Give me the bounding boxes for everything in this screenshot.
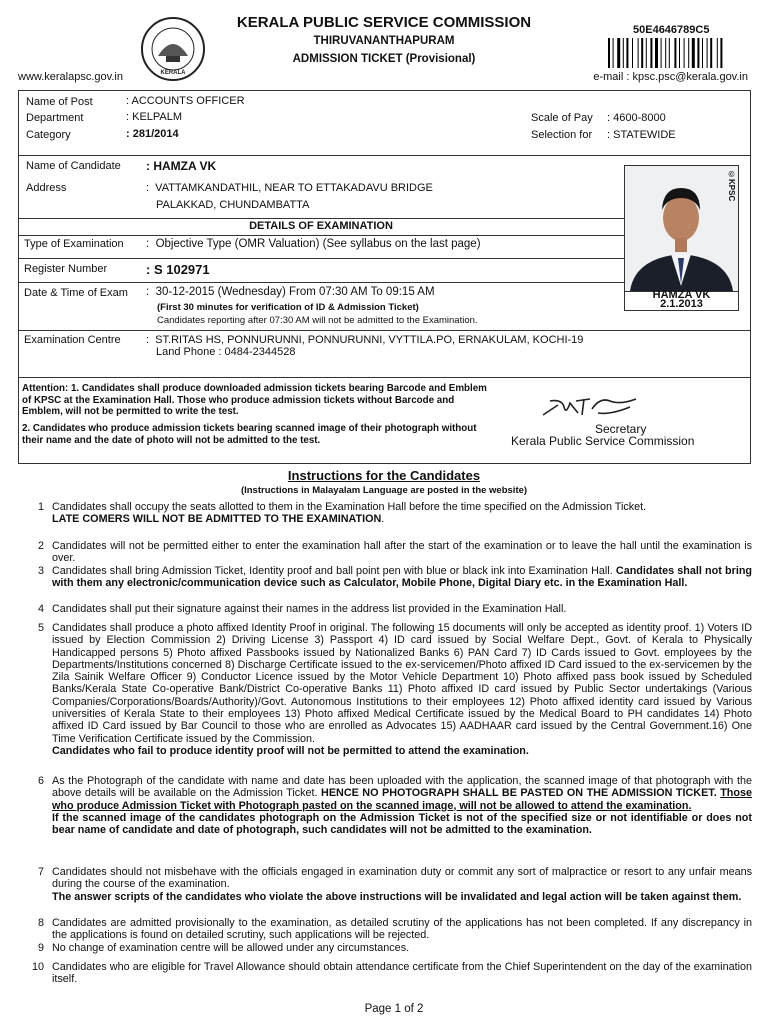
instructions-subtitle: (Instructions in Malayalam Language are posted in the website) xyxy=(240,485,528,496)
department-label: Department xyxy=(26,112,84,124)
instruction-emphasis: The answer scripts of the candidates who violate the above instructions will be invalidated and legal action will be taken against them. xyxy=(52,890,742,903)
secretary-title: Secretary xyxy=(595,422,647,436)
page-title: KERALA PUBLIC SERVICE COMMISSION xyxy=(236,14,532,31)
candidate-name-label: Name of Candidate xyxy=(26,160,121,172)
instruction-text: As the Photograph of the candidate with name and date has been uploaded with the application, the scanned image of that photograph with the above details will be available on the Admission Ticket. xyxy=(52,775,752,800)
exam-datetime: 30-12-2015 (Wednesday) From 07:30 AM To 09:15 AM xyxy=(155,286,435,298)
centre-label: Examination Centre xyxy=(24,334,121,346)
instruction-text: Candidates shall produce a photo affixed Identity Proof in original. The following 15 documents will only be accepted as identity proof. 1) Voters ID issued by Election Commission 2) Driving License 3) Passport 4) ID card issued by Social Welfare Dept., Govt. of Kerala to Physically Handicapped persons 5) Photo affixed Passbooks issued by Nationalized Banks 6) PAN Card 7) ID Cards issued to Govt. employees by the Departments/Institutions concerned 8) Discharge Certificate issued to the ex-servicemen/Photo affixed ID Card issued to the ex-servicemen by the Zila Sainik Welfare Officer 9) Conductor Licence issued by the Motor Vehicle Department 10) Photo affixed pass book issued by Scheduled Banks/Kerala State Co-operative Bank/District Co-operative Banks 11) Photo affixed ID card issued by Public Sector undertakings (Various Companies/Corporations/Boards/Authority)/Govt. Autonomous Institutions to their employees 12) Photo affixed identity card issued by Various universities of Kerala State to their employees 13) Photo affixed Medical Certificate issued by the Medical Board to PH candidates 14) Photo affixed ID Card issued by Bar Council to those who are enrolled as Advocates 15) AADHAAR card issued by the Central Government.16) One Time Verification Certificate issued by the Commission. xyxy=(52,622,752,745)
instruction-text: Candidates shall bring Admission Ticket, Identity proof and ball point pen with blue or black ink into Examination Hall. xyxy=(52,565,613,577)
person-photo-icon xyxy=(625,166,738,291)
post-value: : ACCOUNTS OFFICER xyxy=(126,95,245,107)
exam-type-value: : Objective Type (OMR Valuation) (See syllabus on the last page) xyxy=(146,238,481,250)
category-label: Category xyxy=(26,129,71,141)
divider xyxy=(18,258,624,259)
secretary-signature-icon xyxy=(540,393,640,423)
address-line-1: VATTAMKANDATHIL, NEAR TO ETTAKADAVU BRIDGE xyxy=(155,182,433,194)
item-number: 1 xyxy=(37,501,44,513)
attention-note-1: Attention: 1. Candidates shall produce downloaded admission tickets bearing Barcode and Emblem of KPSC at the Examination Hall. Those who produce admission tickets without Barcode and Emblem, will not be permitted to write the test. xyxy=(22,383,487,417)
photo-caption xyxy=(624,290,739,311)
instruction-emphasis: Candidates who fail to produce identity proof will not be permitted to attend the examination. xyxy=(52,744,529,757)
instruction-emphasis: LATE COMERS WILL NOT BE ADMITTED TO THE EXAMINATION xyxy=(52,513,382,526)
candidate-photo xyxy=(624,165,739,292)
category-number: 281/2014 xyxy=(132,128,179,140)
divider xyxy=(18,330,751,331)
instructions-title: Instructions for the Candidates xyxy=(287,468,481,483)
centre-value: : ST.RITAS HS, PONNURUNNI, PONNURUNNI, VYTTILA.PO, ERNAKULAM, KOCHI-19 xyxy=(146,334,584,346)
selection-value: : STATEWIDE xyxy=(607,129,676,141)
item-number: 7 xyxy=(37,866,44,878)
divider xyxy=(18,235,624,236)
late-reporting-note: Candidates reporting after 07:30 AM will not be admitted to the Examination. xyxy=(157,315,478,326)
candidate-name-value: : HAMZA VK xyxy=(146,159,217,173)
item-number: 9 xyxy=(37,942,44,954)
photo-date: 2.1.2013 xyxy=(660,298,703,310)
instruction-text: Candidates are admitted provisionally to the examination, as detailed scrutiny of the applications has not been completed. If any discrepancy in the applications is found on detailed scrutiny, such applications will be rejected. xyxy=(52,917,752,942)
commission-name: Kerala Public Service Commission xyxy=(511,434,695,448)
instruction-text: Candidates should not misbehave with the officials engaged in examination duty or commit any sort of malpractice or resort to any unfair means during the course of the examination. xyxy=(52,866,752,891)
divider xyxy=(18,218,624,219)
divider xyxy=(18,155,751,156)
photo-name: HAMZA VK xyxy=(652,289,711,301)
instruction-text: Candidates shall occupy the seats allotted to them in the Examination Hall before the time specified on the Admission Ticket. xyxy=(52,501,647,513)
register-value: : S 102971 xyxy=(146,262,210,277)
instruction-text: No change of examination centre will be allowed under any circumstances. xyxy=(52,942,410,954)
kpsc-stamp: ©KPSC xyxy=(727,170,736,202)
instruction-emphasis: Candidates shall not bring with them any electronic/communication device such as Calculator, Mobile Phone, Digital Diary etc. in the Examination Hall. xyxy=(52,565,753,590)
exam-type-label: Type of Examination xyxy=(24,238,124,250)
instruction-text: Candidates who are eligible for Travel Allowance should obtain attendance certificate from the Chief Superintendent on the day of the examination itself. xyxy=(52,961,752,986)
datetime-label: Date & Time of Exam xyxy=(24,287,128,299)
kpsc-emblem-icon xyxy=(140,16,206,82)
item-number: 2 xyxy=(37,540,44,552)
page-number: Page 1 of 2 xyxy=(364,1003,424,1015)
seal-text: KERALA xyxy=(160,70,186,76)
scale-label: Scale of Pay xyxy=(531,112,593,124)
divider xyxy=(18,377,751,378)
instruction-emphasis: If the scanned image of the candidates photograph on the Admission Ticket is not of the specified size or not identifiable or does not bear name of candidate and date of photograph, such candidates will not be admitted to the examination. xyxy=(52,811,752,837)
verification-note: (First 30 minutes for verification of ID & Admission Ticket) xyxy=(157,302,419,313)
exam-centre: ST.RITAS HS, PONNURUNNI, PONNURUNNI, VYTTILA.PO, ERNAKULAM, KOCHI-19 xyxy=(155,334,584,346)
address-value: : VATTAMKANDATHIL, NEAR TO ETTAKADAVU BRIDGE xyxy=(146,182,433,194)
post-label: Name of Post xyxy=(26,96,93,108)
divider xyxy=(18,282,624,283)
item-number: 6 xyxy=(37,775,44,787)
department-value: : KELPALM xyxy=(126,111,183,123)
item-number: 3 xyxy=(37,565,44,577)
category-value: : 281/2014 xyxy=(126,128,179,140)
register-number: S 102971 xyxy=(153,262,210,277)
barcode-icon xyxy=(608,38,748,68)
instruction-text: Candidates shall put their signature against their names in the address list provided in the Examination Hall. xyxy=(52,603,567,615)
attention-note-2: 2. Candidates who produce admission tickets bearing scanned image of their photograph without their name and the date of photo will not be admitted to the test. xyxy=(22,423,477,446)
email-link[interactable]: e-mail : kpsc.psc@kerala.gov.in xyxy=(593,71,748,83)
centre-phone: Land Phone : 0484-2344528 xyxy=(156,346,296,358)
datetime-value: : 30-12-2015 (Wednesday) From 07:30 AM To 09:15 AM xyxy=(146,286,435,298)
scale-value: : 4600-8000 xyxy=(607,112,666,124)
item-number: 5 xyxy=(37,622,44,634)
address-label: Address xyxy=(26,182,67,194)
city-heading: THIRUVANANTHAPURAM xyxy=(313,35,455,47)
candidate-name: HAMZA VK xyxy=(153,159,217,173)
address-line-2: PALAKKAD, CHUNDAMBATTA xyxy=(156,199,310,211)
selection-label: Selection for xyxy=(531,129,593,141)
ticket-heading: ADMISSION TICKET (Provisional) xyxy=(292,53,476,65)
item-number: 10 xyxy=(31,961,44,973)
item-number: 8 xyxy=(37,917,44,929)
instruction-emphasis: HENCE NO PHOTOGRAPH SHALL BE PASTED ON THE ADMISSION TICKET. xyxy=(321,787,717,800)
website-link[interactable]: www.keralapsc.gov.in xyxy=(18,71,123,83)
barcode-number: 50E4646789C5 xyxy=(633,24,710,36)
exam-type: Objective Type (OMR Valuation) (See syllabus on the last page) xyxy=(155,238,481,250)
register-label: Register Number xyxy=(24,263,108,275)
instruction-emphasis-underlined: Those who produce Admission Ticket with Photograph pasted on the scanned image, will not be allowed to attend the examination. xyxy=(52,787,752,812)
exam-details-heading: DETAILS OF EXAMINATION xyxy=(249,220,393,232)
instruction-text: Candidates will not be permitted either to enter the examination hall after the start of the examination or to leave the hall until the examination is over. xyxy=(52,540,752,565)
item-number: 4 xyxy=(37,603,44,615)
